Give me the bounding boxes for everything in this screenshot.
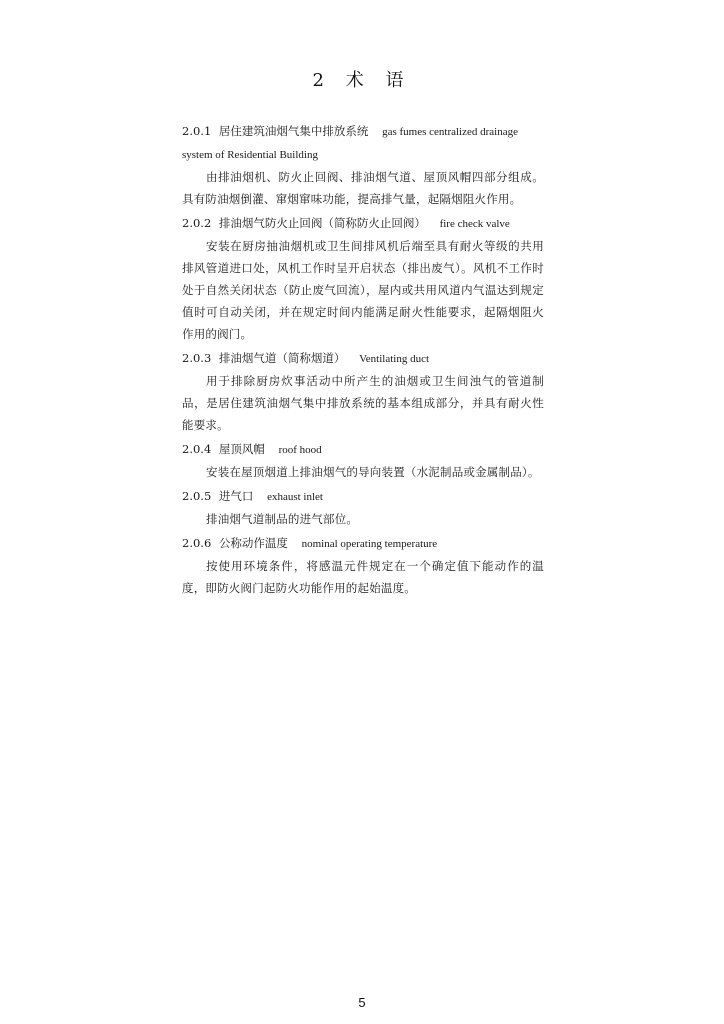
term-number: 2.0.2 (182, 216, 212, 230)
term-name-cn: 居住建筑油烟气集中排放系统 (218, 124, 369, 138)
term-definition: 按使用环境条件，将感温元件规定在一个确定值下能动作的温度，即防火阀门起防火功能作用的起始温度。 (182, 559, 544, 595)
term-heading (182, 485, 544, 508)
term-name-cn: 排油烟气防火止回阀（简称防火止回阀） (218, 216, 426, 230)
term-name-en: fire check valve (439, 218, 510, 230)
term-name-en: exhaust inlet (267, 491, 323, 503)
page-number: 5 (358, 995, 366, 1010)
page-title: 2 术 语 (312, 70, 412, 91)
term-number: 2.0.5 (182, 489, 212, 503)
term-heading (182, 212, 544, 235)
term-number: 2.0.6 (182, 536, 212, 550)
term-heading (182, 438, 544, 461)
term-number: 2.0.4 (182, 442, 212, 456)
term-heading (182, 347, 544, 370)
term-name-en: gas fumes centralized drainage system of Residential Building (182, 126, 518, 161)
term-name-cn: 公称动作温度 (218, 536, 288, 550)
term-definition: 用于排除厨房炊事活动中所产生的油烟或卫生间浊气的管道制品，是居住建筑油烟气集中排放系统的基本组成部分，并具有耐火性能要求。 (182, 374, 544, 432)
term-name-cn: 进气口 (218, 489, 254, 503)
term-definition: 排油烟气道制品的进气部位。 (206, 512, 359, 526)
term-name-en: roof hood (278, 444, 322, 456)
term-definition: 安装在屋顶烟道上排油烟气的导向装置（水泥制品或金属制品）。 (206, 465, 540, 479)
term-heading (182, 120, 544, 166)
term-definition: 安装在厨房抽油烟机或卫生间排风机后端至具有耐火等级的共用排风管道进口处，风机工作时呈开启状态（排出废气）。风机不工作时处于自然关闭状态（防止废气回流），屋内或共用风道内气温达到规定值时可自动关闭，并在规定时间内能满足耐火性能要求，起隔烟阻火作用的阀门。 (182, 239, 544, 341)
term-number: 2.0.1 (182, 124, 212, 138)
term-name-cn: 屋顶风帽 (218, 442, 265, 456)
term-heading (182, 532, 544, 555)
term-definition: 由排油烟机、防火止回阀、排油烟气道、屋顶风帽四部分组成。具有防油烟倒灌、窜烟窜味功能，提高排气量，起隔烟阻火作用。 (182, 170, 544, 206)
term-name-en: Ventilating duct (359, 353, 430, 365)
term-number: 2.0.3 (182, 351, 212, 365)
terms-section (182, 120, 544, 599)
term-name-en: nominal operating temperature (301, 538, 438, 550)
term-name-cn: 排油烟气道（简称烟道） (218, 351, 346, 365)
